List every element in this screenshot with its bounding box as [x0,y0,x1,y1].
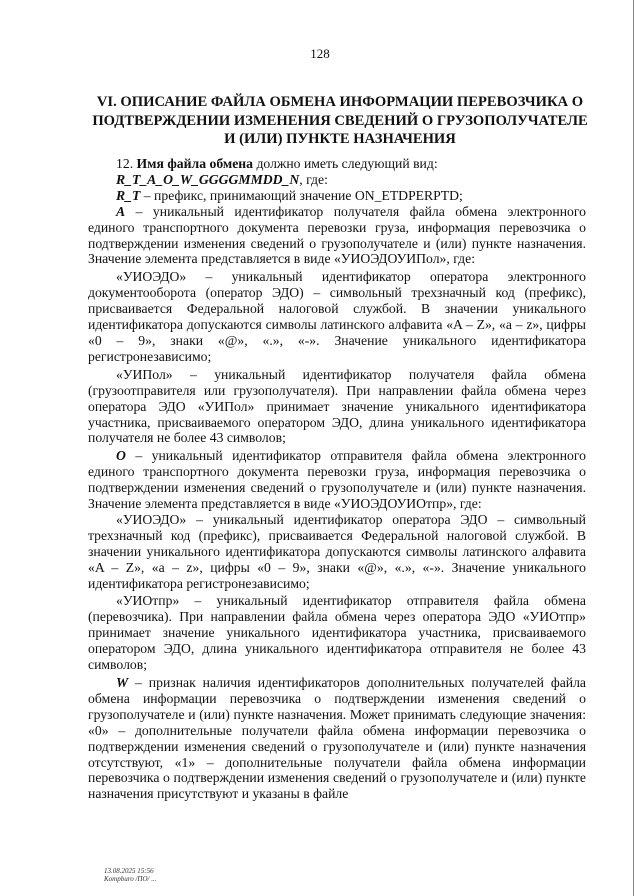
paragraph-sender-id: O – уникальный идентификатор отправителя файла обмена электронного единого транспортного документа перевозки груза, информация перевозчика о подтверждении изменения сведений о грузополучателе и (или) пункте назначения. Значение элемента представляется в виде «УИОЭДОУИОтпр», где: [88,448,586,512]
paragraph-recipient-id: A – уникальный идентификатор получателя файла обмена электронного единого транспортного документа перевозки груза, информация перевозчика о подтверждении изменения сведений о грузополучателе и (или) пункте назначения. Значение элемента представляется в виде «УИОЭДОУИПол», где: [88,203,586,267]
document-body [88,156,586,802]
paragraph-operator-id: «УИОЭДО» – уникальный идентификатор оператора электронного документооборота (оператор ЭДО) – символьный трехзначный код (префикс), присваивается Федеральной налоговой службой. В значении уникального идентификатора допускаются символы латинского алфавита «A – Z», «a – z», цифры «0 – 9», знаки «@», «.», «-». Значение уникального идентификатора регистронезависимо; [88,269,586,364]
paragraph-prefix: R_T – префикс, принимающий значение ON_ETDPERPTD; [116,187,463,203]
paragraph-file-name: 12. Имя файла обмена должно иметь следующий вид: [116,156,438,171]
print-stamp: 13.08.2025 15:56 Kompburo /ПО/ ... [104,867,157,883]
scan-edge [633,0,634,896]
paragraph-additional-recipients: W – признак наличия идентификаторов дополнительных получателей файла обмена информации перевозчика о подтверждении изменения сведений о грузополучателе и (или) пункте назначения. Может принимать следующие значения: «0» – дополнительные получатели файла обмена информации перевозчика о подтверждении изменения сведений о грузополучателе и (или) пункте назначения отсутствуют, «1» – дополнительные получатели файла обмена информации перевозчика о подтверждении изменения сведений о грузополучателе и (или) пункте назначения присутствуют и указаны в файле [88,675,586,802]
paragraph-file-pattern: R_T_A_O_W_GGGGMMDD_N, где: [116,171,328,187]
section-title: VI. ОПИСАНИЕ ФАЙЛА ОБМЕНА ИНФОРМАЦИИ ПЕРЕВОЗЧИКА О ПОДТВЕРЖДЕНИИ ИЗМЕНЕНИЯ СВЕДЕНИЙ О ГРУЗОПОЛУЧАТЕЛЕ И (ИЛИ) ПУНКТЕ НАЗНАЧЕНИЯ [92,94,588,147]
paragraph-operator-id-2: «УИОЭДО» – уникальный идентификатор оператора ЭДО – символьный трехзначный код (префикс), присваивается Федеральной налоговой службой. В значении уникального идентификатора допускаются символы латинского алфавита «A – Z», «a – z», цифры «0 – 9», знаки «@», «.», «-». Значение уникального идентификатора регистронезависимо; [88,511,586,591]
paragraph-sender-uid: «УИОтпр» – уникальный идентификатор отправителя файла обмена (перевозчика). При направлении файла обмена через оператора ЭДО «УИОтпр» принимает значение уникального идентификатора участника, присваиваемого оператором ЭДО, длина уникального идентификатора отправителя не более 43 символов; [88,593,586,673]
paragraph-recipient-uid: «УИПол» – уникальный идентификатор получателя файла обмена (грузоотправителя или грузополучателя). При направлении файла обмена через оператора ЭДО «УИПол» принимает значение уникального идентификатора участника, присваиваемого оператором ЭДО, длина уникального идентификатора получателя не более 43 символов; [88,366,586,446]
page-number: 128 [310,46,330,61]
